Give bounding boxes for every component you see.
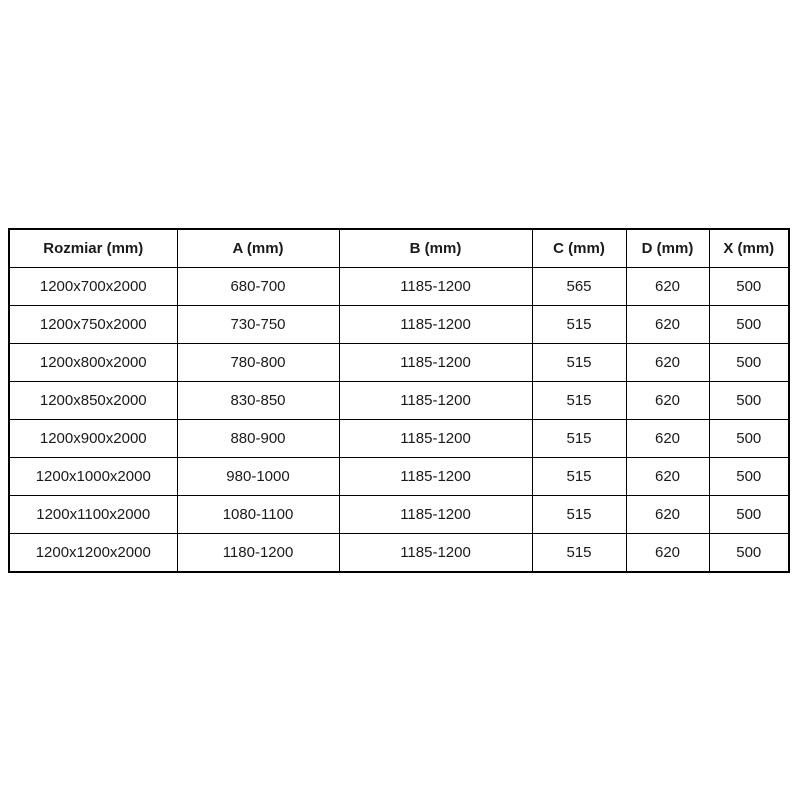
dimensions-table xyxy=(8,228,790,573)
cell-c: 515 xyxy=(532,306,626,344)
table-row xyxy=(9,306,789,344)
cell-c: 515 xyxy=(532,420,626,458)
column-header-d: D (mm) xyxy=(626,229,709,268)
cell-a: 830-850 xyxy=(177,382,339,420)
column-header-c: C (mm) xyxy=(532,229,626,268)
cell-b: 1185-1200 xyxy=(339,420,532,458)
cell-c: 515 xyxy=(532,344,626,382)
table-row xyxy=(9,344,789,382)
cell-a: 1180-1200 xyxy=(177,534,339,573)
cell-a: 780-800 xyxy=(177,344,339,382)
table-row xyxy=(9,496,789,534)
cell-c: 565 xyxy=(532,268,626,306)
cell-b: 1185-1200 xyxy=(339,306,532,344)
cell-c: 515 xyxy=(532,534,626,573)
cell-x: 500 xyxy=(709,534,789,573)
cell-d: 620 xyxy=(626,496,709,534)
cell-d: 620 xyxy=(626,458,709,496)
cell-a: 680-700 xyxy=(177,268,339,306)
cell-size: 1200x900x2000 xyxy=(9,420,177,458)
cell-b: 1185-1200 xyxy=(339,496,532,534)
cell-a: 880-900 xyxy=(177,420,339,458)
cell-d: 620 xyxy=(626,382,709,420)
cell-x: 500 xyxy=(709,268,789,306)
cell-d: 620 xyxy=(626,306,709,344)
cell-a: 1080-1100 xyxy=(177,496,339,534)
cell-x: 500 xyxy=(709,382,789,420)
cell-x: 500 xyxy=(709,420,789,458)
column-header-a: A (mm) xyxy=(177,229,339,268)
cell-b: 1185-1200 xyxy=(339,382,532,420)
cell-x: 500 xyxy=(709,458,789,496)
table-row xyxy=(9,458,789,496)
cell-x: 500 xyxy=(709,496,789,534)
cell-size: 1200x1000x2000 xyxy=(9,458,177,496)
cell-d: 620 xyxy=(626,268,709,306)
cell-size: 1200x1200x2000 xyxy=(9,534,177,573)
column-header-x: X (mm) xyxy=(709,229,789,268)
column-header-rozmiar: Rozmiar (mm) xyxy=(9,229,177,268)
table-row xyxy=(9,268,789,306)
cell-c: 515 xyxy=(532,382,626,420)
column-header-b: B (mm) xyxy=(339,229,532,268)
cell-size: 1200x750x2000 xyxy=(9,306,177,344)
cell-c: 515 xyxy=(532,458,626,496)
cell-d: 620 xyxy=(626,534,709,573)
table-header-row xyxy=(9,229,789,268)
cell-b: 1185-1200 xyxy=(339,344,532,382)
cell-b: 1185-1200 xyxy=(339,458,532,496)
cell-x: 500 xyxy=(709,344,789,382)
table-row xyxy=(9,382,789,420)
cell-x: 500 xyxy=(709,306,789,344)
cell-size: 1200x800x2000 xyxy=(9,344,177,382)
cell-a: 980-1000 xyxy=(177,458,339,496)
table-row xyxy=(9,534,789,573)
cell-size: 1200x850x2000 xyxy=(9,382,177,420)
cell-d: 620 xyxy=(626,344,709,382)
cell-c: 515 xyxy=(532,496,626,534)
cell-size: 1200x700x2000 xyxy=(9,268,177,306)
cell-b: 1185-1200 xyxy=(339,268,532,306)
cell-a: 730-750 xyxy=(177,306,339,344)
table-row xyxy=(9,420,789,458)
cell-size: 1200x1100x2000 xyxy=(9,496,177,534)
cell-d: 620 xyxy=(626,420,709,458)
cell-b: 1185-1200 xyxy=(339,534,532,573)
